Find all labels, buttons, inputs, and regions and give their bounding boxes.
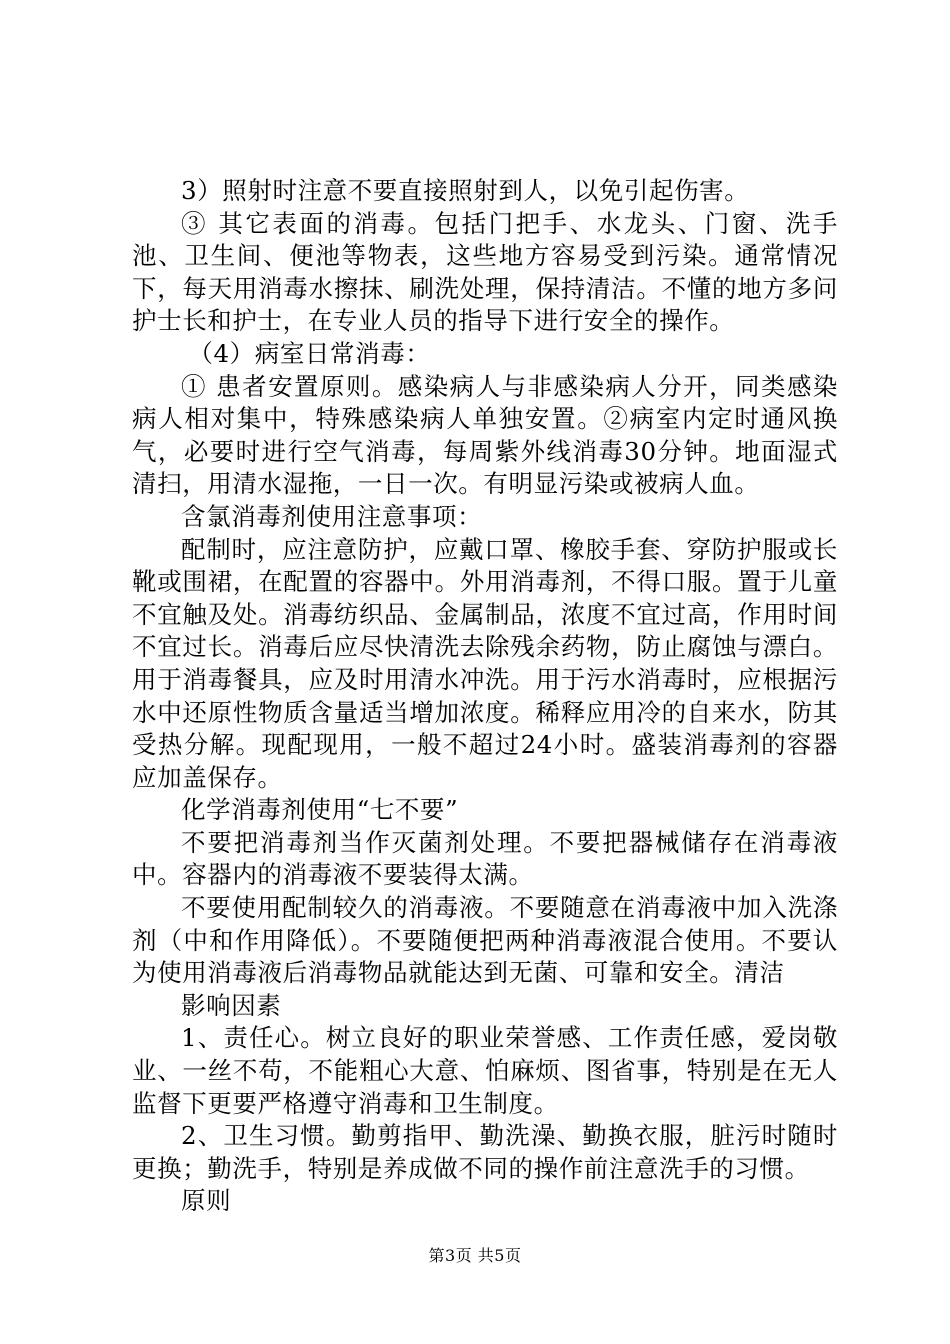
paragraph-uv-note: 3）照射时注意不要直接照射到人，以免引起伤害。 — [181, 176, 750, 205]
paragraph-surface-disinfection: ③ 其它表面的消毒。包括门把手、水龙头、门窗、洗手池、卫生间、便池等物表，这些地方容易受到污染。通常情况下，每天用消毒水擦抹、刷洗处理，保持清洁。不懂的地方多问护士长和护士，在专业人员的指导下进行安全的操作。 — [132, 208, 838, 336]
paragraph-chlorine-notes: 配制时，应注意防护，应戴口罩、橡胶手套、穿防护服或长靴或围裙，在配置的容器中。外用消毒剂，不得口服。置于儿童不宜触及处。消毒纺织品、金属制品，浓度不宜过高，作用时间不宜过长。消毒后应尽快清洗去除残余药物，防止腐蚀与漂白。用于消毒餐具，应及时用清水冲洗。用于污水消毒时，应根据污水中还原性物质含量适当增加浓度。稀释应用冷的自来水，防其受热分解。现配现用，一般不超过24小时。盛装消毒剂的容器应加盖保存。 — [132, 534, 838, 792]
paragraph-patient-placement: ① 患者安置原则。感染病人与非感染病人分开，同类感染病人相对集中，特殊感染病人单独安置。②病室内定时通风换气，必要时进行空气消毒，每周紫外线消毒30分钟。地面湿式清扫，用清水湿拖，一日一次。有明显污染或被病人血。 — [132, 371, 838, 499]
paragraph-principles-heading: 原则 — [181, 1186, 232, 1216]
document-body — [132, 175, 838, 1218]
paragraph-ward-heading: （4）病室日常消毒： — [188, 338, 431, 368]
paragraph-chlorine-heading: 含氯消毒剂使用注意事项： — [181, 501, 483, 531]
paragraph-responsibility: 1、责任心。树立良好的职业荣誉感、工作责任感，爱岗敬业、一丝不苟，不能粗心大意、怕麻烦、图省事，特别是在无人监督下更要严格遵守消毒和卫生制度。 — [132, 1023, 838, 1118]
paragraph-seven-donts-heading: 化学消毒剂使用“七不要” — [181, 795, 459, 825]
page-footer: 第3页 共5页 — [428, 1246, 522, 1265]
paragraph-donts-2: 不要使用配制较久的消毒液。不要随意在消毒液中加入洗涤剂（中和作用降低）。不要随便把两种消毒液混合使用。不要认为使用消毒液后消毒物品就能达到无菌、可靠和安全。清洁 — [132, 893, 838, 988]
paragraph-hygiene-habits: 2、卫生习惯。勤剪指甲、勤洗澡、勤换衣服，脏污时随时更换；勤洗手，特别是养成做不同的操作前注意洗手的习惯。 — [132, 1121, 838, 1183]
paragraph-factors-heading: 影响因素 — [181, 990, 282, 1020]
paragraph-donts-1: 不要把消毒剂当作灭菌剂处理。不要把器械储存在消毒液中。容器内的消毒液不要装得太满。 — [132, 827, 838, 890]
